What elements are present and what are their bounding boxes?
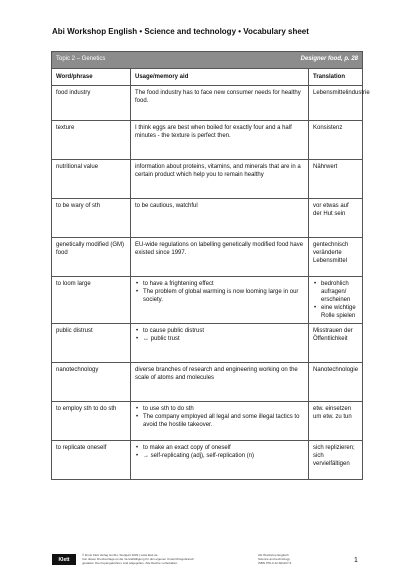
footer-book-line: Science and technology <box>258 557 290 561</box>
usage-cell <box>131 324 309 363</box>
column-header-translation: Translation <box>309 69 363 86</box>
translation-text: Misstrauen der Öffentlichkeit <box>313 328 353 342</box>
word-cell: to replicate oneself <box>52 441 131 480</box>
translation-cell <box>309 363 363 402</box>
translation-text: sich replizieren; sich vervielfältigen <box>313 445 355 467</box>
translation-cell <box>309 402 363 441</box>
word-cell: to loom large <box>52 277 131 324</box>
word-cell: nutritional value <box>52 160 131 199</box>
usage-bullet-item: • to make an exact copy of oneself <box>143 444 304 452</box>
topic-source: Designer food, p. 28 <box>300 56 359 62</box>
usage-bullet-list <box>135 327 304 343</box>
word-cell: public distrust <box>52 324 131 363</box>
translation-text: Lebensmittelindustrie <box>313 90 370 96</box>
topic-label: Topic 2 – Genetics <box>56 56 106 62</box>
usage-cell <box>131 86 309 121</box>
page-title: Abi Workshop English • Science and technology • Vocabulary sheet <box>52 27 309 36</box>
translation-bullet-list <box>313 280 358 320</box>
usage-bullet-item: • The company employed all legal and some illegal tactics to avoid the hostile takeover. <box>143 413 304 429</box>
translation-bullet-item: • bedrohlich aufragen/ erscheinen <box>321 280 358 304</box>
usage-cell <box>131 363 309 402</box>
word-cell: to employ sth to do sth <box>52 402 131 441</box>
usage-text: diverse branches of research and engineering working on the scale of atoms and molecules <box>135 367 298 381</box>
footer-copyright-line: © Ernst Klett Verlag GmbH, Stuttgart 2009 | www.klett.de <box>82 553 158 557</box>
word-cell: food industry <box>52 86 131 121</box>
usage-bullet-item: • → self-replicating (adj), self-replication (n) <box>143 452 304 460</box>
usage-bullet-item: • to use sth to do sth <box>143 405 304 413</box>
topic-cell <box>52 52 363 69</box>
vocab-row <box>52 363 363 402</box>
translation-cell <box>309 238 363 277</box>
translation-text: vor etwas auf der Hut sein <box>313 203 349 217</box>
translation-cell <box>309 160 363 199</box>
usage-cell <box>131 441 309 480</box>
word-cell: nanotechnology <box>52 363 131 402</box>
translation-cell <box>309 86 370 121</box>
footer-book-info <box>258 553 291 565</box>
publisher-logo: Klett <box>52 554 76 565</box>
vocab-row <box>52 441 363 480</box>
vocab-row <box>52 238 363 277</box>
usage-bullet-item: • ↔ public trust <box>143 335 304 343</box>
usage-cell <box>131 160 309 199</box>
translation-text: Konsistenz <box>313 125 343 131</box>
usage-bullet-list <box>135 280 304 304</box>
translation-cell <box>309 441 363 480</box>
vocabulary-table <box>51 51 370 480</box>
usage-cell <box>131 402 309 441</box>
translation-text: gentechnisch veränderte Lebensmittel <box>313 242 349 264</box>
usage-bullet-list <box>135 405 304 429</box>
usage-text: to be cautious, watchful <box>135 203 198 209</box>
translation-cell <box>309 277 363 324</box>
column-header-usage: Usage/memory aid <box>131 69 309 86</box>
footer-book-line: ISBN 978-3-12-601107-6 <box>258 561 292 565</box>
translation-cell <box>309 324 363 363</box>
translation-text: Nährwert <box>313 164 338 170</box>
usage-text: EU-wide regulations on labelling genetically modified food have existed since 1997. <box>135 242 304 256</box>
usage-cell <box>131 277 309 324</box>
vocab-row <box>52 324 363 363</box>
vocab-row <box>52 86 363 121</box>
translation-text: Nanotechnologie <box>313 367 359 373</box>
translation-bullet-item: • eine wichtige Rolle spielen <box>321 304 358 320</box>
vocab-row <box>52 199 363 238</box>
translation-cell <box>309 121 363 160</box>
usage-text: information about proteins, vitamins, and minerals that are in a certain product which help you to remain healthy <box>135 164 301 178</box>
word-cell: genetically modified (GM) food <box>52 238 131 277</box>
footer-copyright-line: Von dieser Druckvorlage ist die Vervielfältigung für den eigenen Unterrichtsgebrauch <box>82 557 195 561</box>
usage-text: I think eggs are best when boiled for exactly four and a half minutes - the texture is perfect then. <box>135 125 292 139</box>
vocab-row <box>52 121 363 160</box>
topic-row <box>52 52 363 69</box>
usage-cell <box>131 121 309 160</box>
usage-cell <box>131 238 309 277</box>
word-cell: to be wary of sth <box>52 199 131 238</box>
usage-bullet-item: • to cause public distrust <box>143 327 304 335</box>
usage-bullet-item: • The problem of global warming is now looming large in our society. <box>143 288 304 304</box>
vocab-row <box>52 277 363 324</box>
column-header-word: Word/phrase <box>52 69 131 86</box>
translation-text: etw. einsetzen um etw. zu tun <box>313 406 352 420</box>
vocab-row <box>52 402 363 441</box>
footer-copyright <box>82 553 194 565</box>
page-number: 1 <box>354 557 358 564</box>
usage-bullet-item: • to have a frightening effect <box>143 280 304 288</box>
footer-copyright-line: gestattet. Die Kopiergebühren sind abgegolten. Alle Rechte vorbehalten. <box>82 561 179 565</box>
word-cell: texture <box>52 121 131 160</box>
usage-bullet-list <box>135 444 304 460</box>
footer-book-line: Abi Workshop Englisch <box>258 553 289 557</box>
translation-cell <box>309 199 363 238</box>
usage-cell <box>131 199 309 238</box>
vocab-row <box>52 160 363 199</box>
usage-text: The food industry has to face new consumer needs for healthy food. <box>135 90 301 104</box>
table-header-row <box>52 69 363 86</box>
